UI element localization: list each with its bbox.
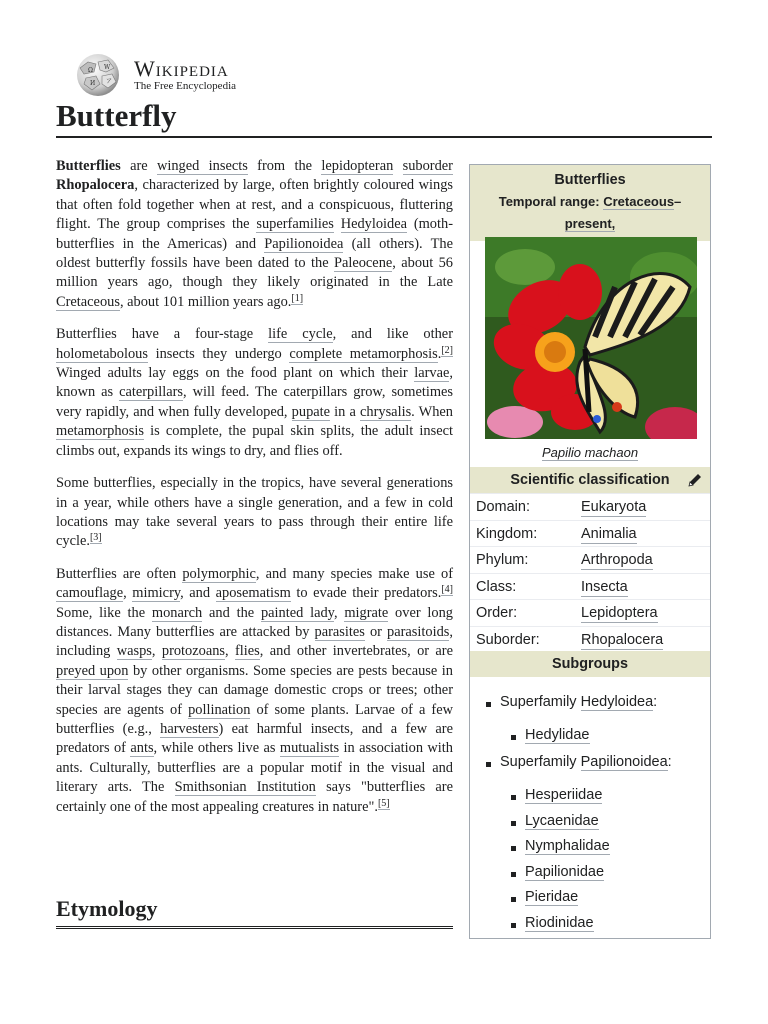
family-item [525, 864, 604, 880]
hedyloidea-link[interactable]: Hedyloidea [580, 694, 654, 710]
bold-term: Butterflies [56, 158, 121, 174]
article-link[interactable]: polymorphic [182, 565, 256, 582]
paragraph-3 [56, 474, 453, 552]
article-link[interactable]: wasps [116, 643, 152, 660]
article-link[interactable]: holometabolous [56, 345, 148, 362]
wikipedia-globe-icon [74, 52, 122, 98]
article-link[interactable]: winged insects [156, 158, 248, 174]
article-link[interactable]: harvesters [160, 720, 219, 737]
swallowtail-image [485, 237, 697, 439]
photo-caption [470, 445, 710, 460]
article-link[interactable]: camouflage [56, 585, 124, 602]
text-run: , will feed. The caterpillars grow, sometimes very rapidly, and when fully developed, [56, 384, 454, 420]
classification-row [470, 599, 710, 626]
bullet-icon [511, 897, 516, 902]
family-link[interactable]: Hesperiidae [525, 787, 603, 803]
bullet-icon [511, 846, 516, 851]
classification-row [470, 493, 710, 520]
taxon-link[interactable]: Eukaryota [581, 499, 647, 515]
family-link[interactable]: Pieridae [525, 889, 579, 906]
article-link[interactable]: pollination [188, 701, 251, 718]
text-run: by other organisms. Some species are pests because in their larval stages they can damage domestic crops or trees; other species are agents of [56, 662, 453, 718]
papilionoidea-link[interactable]: Papilionoidea [580, 754, 668, 770]
article-link[interactable]: Cretaceous [56, 293, 120, 310]
bold-term: Rhopalocera [56, 177, 135, 194]
bullet-icon [511, 923, 516, 928]
article-link[interactable]: complete metamorphosis [289, 345, 438, 362]
text-run [393, 158, 402, 174]
article-link[interactable]: painted lady [260, 604, 334, 621]
family-item [525, 915, 594, 931]
classification-row [470, 573, 710, 600]
article-link[interactable]: preyed upon [56, 662, 129, 679]
paragraph-2 [56, 325, 453, 461]
text-run: in a [330, 403, 361, 420]
page-title: Butterfly [56, 96, 712, 138]
text-run: and the [202, 604, 261, 621]
article-link[interactable]: monarch [151, 604, 203, 621]
superfamily-prefix: Superfamily [500, 754, 581, 770]
article-link[interactable]: mutualists [279, 740, 340, 757]
taxon-link[interactable]: Arthropoda [581, 552, 653, 568]
text-run: in association with ants. Culturally, butterflies are a popular motif in the visual and literary arts. The [56, 740, 454, 796]
reference-link[interactable]: [2] [441, 344, 453, 356]
article-link[interactable]: parasitoids [387, 623, 450, 640]
text-run: , about 56 million years ago, though they likely originated in the Late [56, 255, 453, 291]
taxobox [469, 164, 711, 939]
article-link[interactable]: life cycle [268, 326, 333, 343]
family-link[interactable]: Nymphalidae [525, 838, 610, 855]
rank-label: Suborder: [476, 631, 540, 648]
text-run [334, 216, 341, 232]
text-run: Butterflies have a four-stage [56, 326, 269, 343]
reference-link[interactable]: [1] [291, 292, 304, 304]
article-link[interactable]: larvae [414, 365, 450, 382]
svg-text:И: И [90, 80, 96, 87]
text-run: from the [247, 158, 322, 174]
text-run: , [123, 585, 133, 602]
rank-label: Kingdom: [476, 525, 538, 542]
text-run: Winged adults lay eggs on the food plant on which their [56, 365, 415, 382]
article-link[interactable]: lepidopteran [321, 158, 394, 174]
svg-text:Ω: Ω [88, 67, 93, 74]
colon: : [667, 754, 672, 770]
text-run: Some butterflies, especially in the tropics, have several generations in a year, while others have a single generation, and a few in cold locations may take several years to pass through their entire life cycle. [56, 475, 453, 550]
reference-superscript [291, 293, 303, 305]
text-run: insects they undergo [147, 345, 290, 362]
taxobox-header [470, 165, 710, 241]
text-run: or [364, 623, 388, 640]
article-link[interactable]: ants [130, 740, 154, 757]
article-link[interactable]: caterpillars [119, 384, 184, 401]
superfamily-prefix: Superfamily [500, 694, 581, 710]
reference-link[interactable]: [4] [441, 584, 453, 596]
text-run: (all others). The oldest butterfly fossils have been dated to the [56, 235, 453, 272]
text-run: over long distances. Many butterflies are attacked by [56, 604, 453, 640]
article-link[interactable]: parasites [314, 623, 365, 640]
family-item [525, 813, 599, 829]
text-run: of some plants. Larvae of a few butterflies (e.g., [56, 701, 454, 737]
present-link[interactable]: present, [564, 216, 616, 231]
article-link[interactable]: superfamilies [256, 216, 334, 233]
bullet-icon [511, 795, 516, 800]
text-run: , about 101 million years ago. [119, 293, 292, 310]
text-run: is complete, the pupal skin splits, the adult insect climbs out, expands its wings to dry, and flies off. [56, 423, 453, 459]
article-body [56, 157, 453, 830]
bullet-icon [511, 735, 516, 740]
text-run: . [437, 345, 442, 362]
text-run: , and like other [332, 326, 453, 343]
article-link[interactable]: Smithsonian Institution [174, 779, 316, 796]
svg-text:W: W [104, 64, 111, 71]
superfamily-item [500, 694, 657, 710]
reference-superscript [441, 584, 453, 596]
article-link[interactable]: pupate [291, 403, 331, 420]
taxon-link[interactable]: Lepidoptera [581, 605, 658, 621]
wikipedia-wordmark: Wikipedia [134, 56, 229, 81]
article-link[interactable]: suborder [402, 158, 453, 174]
temporal-range [476, 191, 704, 235]
text-run: Butterflies are often [56, 565, 183, 582]
text-run: , known as [56, 365, 453, 401]
text-run: , [225, 643, 235, 660]
family-item [525, 889, 578, 905]
classification-row [470, 626, 710, 653]
reference-superscript [441, 345, 453, 357]
bullet-icon [486, 762, 491, 767]
text-run: , and [180, 585, 216, 602]
temporal-range-label: Temporal range: [498, 194, 604, 209]
taxon-link[interactable]: Insecta [581, 578, 628, 595]
article-link[interactable]: Paleocene [333, 255, 393, 272]
text-run: . When [411, 403, 454, 420]
text-run: (moth-butterflies in the Americas) and [56, 216, 453, 252]
classification-row [470, 546, 710, 573]
article-link[interactable]: protozoans [161, 643, 226, 660]
article-link[interactable]: Papilionoidea [264, 235, 344, 252]
text-run: , while others live as [153, 740, 280, 757]
colon: : [653, 694, 658, 710]
subgroups-heading: Subgroups [470, 651, 710, 677]
family-link[interactable]: Riodinidae [525, 915, 594, 931]
rank-label: Order: [476, 605, 518, 621]
rank-label: Phylum: [476, 552, 529, 568]
text-run: ) eat harmful insects, and a few are predators of [56, 720, 453, 757]
taxobox-title: Butterflies [554, 172, 626, 188]
text-run: to evade their predators. [290, 585, 442, 602]
reference-superscript [90, 532, 102, 544]
range-dash: – [674, 194, 682, 209]
scientific-classification-label: Scientific classification [510, 472, 670, 488]
family-link[interactable]: Papilionidae [525, 863, 605, 880]
bullet-icon [486, 702, 491, 707]
rank-label: Domain: [476, 499, 530, 515]
superfamily-item [500, 754, 672, 770]
text-run: , including [56, 623, 453, 660]
article-link[interactable]: chrysalis [360, 403, 412, 420]
taxon-link[interactable]: Animalia [581, 525, 637, 542]
reference-superscript [378, 798, 390, 810]
reference-link[interactable]: [3] [89, 532, 102, 544]
svg-text:ア: ア [106, 78, 113, 85]
text-run: are [120, 158, 157, 174]
text-run: Some, like the [56, 604, 152, 621]
bullet-icon [511, 872, 516, 877]
family-item [525, 727, 590, 743]
scientific-classification-heading [470, 467, 710, 493]
text-run: , [333, 604, 345, 621]
bullet-icon [511, 821, 516, 826]
pencil-edit-icon[interactable] [686, 471, 704, 489]
article-link[interactable]: migrate [344, 604, 389, 621]
family-item [525, 838, 610, 854]
family-link[interactable]: Hedylidae [525, 727, 590, 743]
article-link[interactable]: mimicry [132, 585, 181, 602]
text-run: says "butterflies are certainly one of the most appealing creatures in nature". [56, 779, 453, 815]
rank-label: Class: [476, 578, 517, 595]
family-link[interactable]: Lycaenidae [525, 812, 599, 829]
papilio-machaon-link[interactable]: Papilio machaon [541, 445, 639, 460]
article-link[interactable]: Hedyloidea [340, 216, 408, 233]
family-item [525, 787, 602, 803]
text-run: , [151, 643, 162, 660]
text-run: , and other invertebrates, or are [259, 643, 453, 660]
article-link[interactable]: aposematism [215, 585, 291, 602]
article-link[interactable]: flies [235, 643, 260, 660]
reference-link[interactable]: [5] [377, 797, 390, 809]
section-heading-etymology: Etymology [56, 896, 453, 929]
text-run: , and many species make use of [255, 565, 453, 582]
classification-row [470, 520, 710, 547]
paragraph-1 [56, 157, 453, 312]
cretaceous-link[interactable]: Cretaceous [603, 194, 675, 209]
text-run: , characterized by large, often brightly coloured wings that often fold together when at rest, and a conspicuous, fluttering flight. The group comprises the [56, 177, 453, 233]
butterfly-photo[interactable] [485, 237, 697, 439]
paragraph-4 [56, 565, 453, 817]
taxon-link[interactable]: Rhopalocera [581, 631, 664, 648]
wikipedia-tagline: The Free Encyclopedia [134, 80, 237, 92]
article-link[interactable]: metamorphosis [56, 423, 144, 440]
